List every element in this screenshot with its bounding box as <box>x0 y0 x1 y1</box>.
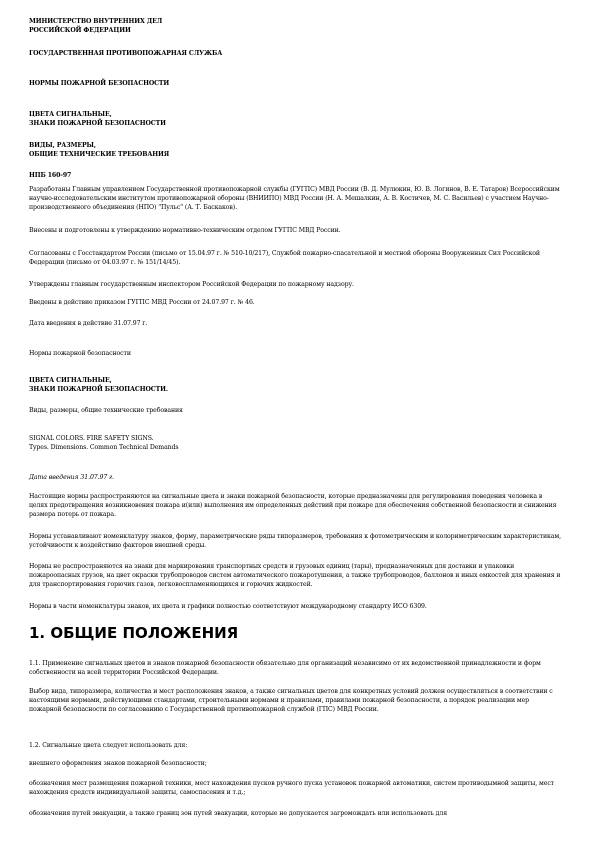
section-paragraph-choice: Выбор вида, типоразмера, количества и мест расположения знаков, а также сигнальных цветов для конкретных условий должен осуществляться в соответствии с настоящими нормами, действующими стандартами, строительными нормами и правилами, правилами пожарной безопасности, а порядок реализации мер пожарной безопасности по согласованию с Государственной противопожарной службой (ГПС) МВД России. <box>29 688 553 713</box>
subtitle-line-2: ОБЩИЕ ТЕХНИЧЕСКИЕ ТРЕБОВАНИЯ <box>29 151 170 158</box>
intro-paragraph-1: Настоящие нормы распространяются на сигнальные цвета и знаки пожарной безопасности, которые предназначены для регулирования поведения человека в целях предотвращения возникновения пожара и(или) выполнения им определенных действий при пожаре для обеспечения собственной безопасности и снижения размера потерь от пожара. <box>29 493 557 518</box>
developed-by-paragraph: Разработаны Главным управлением Государственной противопожарной службы (ГУГПС) МВД России (В. Д. Мулюкин, Ю. В. Логинов, В. Е. Татаров) Всероссийским научно-исследовательским институтом противопожарной обороны (ВНИИПО) МВД России (Н. А. Мешалкин, А. В. Костичев, М. С. Васильев) с участием Научно-производственного объединения (НПО) "Пульс" (А. Т. Баскаков). <box>29 186 560 211</box>
intro-paragraph-3: Нормы не распространяются на знаки для маркирования транспортных средств и грузовых единиц (тары), предназначенных для доставки и упаковки пожароопасных грузов, на цвет окраски трубопроводов систем автоматического пожаротушения, а также трубопроводов, баллонов и иных емкостей для хранения и для транспортирования горючих газов, легковоспламеняющихся и горючих жидкостей. <box>29 563 561 588</box>
section-paragraph-1-2: 1.2. Сигнальные цвета следует использовать для: <box>29 742 188 749</box>
approved-by-paragraph: Утверждены главным государственным инспектором Российской Федерации по пожарному надзору. <box>29 281 354 288</box>
block-title-line-1: ЦВЕТА СИГНАЛЬНЫЕ, <box>29 377 112 384</box>
subtitle-line-1: ВИДЫ, РАЗМЕРЫ, <box>29 142 96 149</box>
effective-date: Дата введения в действие 31.07.97 г. <box>29 320 148 327</box>
block-subtitle: Виды, размеры, общие технические требования <box>29 407 183 414</box>
intro-date: Дата введения 31.07.97 г. <box>29 474 114 481</box>
service-name: ГОСУДАРСТВЕННАЯ ПРОТИВОПОЖАРНАЯ СЛУЖБА <box>29 50 223 57</box>
title-line-1: ЦВЕТА СИГНАЛЬНЫЕ, <box>29 111 112 118</box>
title-line-2: ЗНАКИ ПОЖАРНОЙ БЕЗОПАСНОСТИ <box>29 120 166 127</box>
english-subtitle: Types. Dimensions. Common Technical Demands <box>29 444 179 451</box>
section-heading: 1. ОБЩИЕ ПОЛОЖЕНИЯ <box>29 624 239 642</box>
ministry-line-1: МИНИСТЕРСТВО ВНУТРЕННИХ ДЕЛ <box>29 18 163 25</box>
agreed-with-paragraph: Согласованы с Госстандартом России (письмо от 15.04.97 г. № 510-10/217), Службой пожарно-спасательной и местной обороны Вооруженных Сил Российской Федерации (письмо от 04.03.97 г. № 151/14/45). <box>29 250 540 266</box>
document-code: НПБ 160-97 <box>29 172 72 179</box>
intro-paragraph-2: Нормы устанавливают номенклатуру знаков, форму, параметрические ряды типоразмеров, требования к фотометрическим и колориметрическим характеристикам, устойчивости к воздействию факторов внешней среды. <box>29 533 561 549</box>
enacted-by-paragraph: Введены в действие приказом ГУГПС МВД России от 24.07.97 г. № 46. <box>29 299 255 306</box>
ministry-line-2: РОССИЙСКОЙ ФЕДЕРАЦИИ <box>29 27 131 34</box>
english-title: SIGNAL COLORS. FIRE SAFETY SIGNS. <box>29 435 154 442</box>
list-item-signs: внешнего оформления знаков пожарной безопасности; <box>29 760 207 767</box>
block-title-line-2: ЗНАКИ ПОЖАРНОЙ БЕЗОПАСНОСТИ. <box>29 386 168 393</box>
list-item-equipment: обозначения мест размещения пожарной техники, мест нахождения пусков ручного пуска установок пожарной автоматики, систем противодымной защиты, мест нахождения средств индивидуальной защиты, самоспасения и т.д.; <box>29 780 555 796</box>
section-paragraph-1-1: 1.1. Применение сигнальных цветов и знаков пожарной безопасности обязательно для организаций независимо от их ведомственной принадлежности и форм собственности на всей территории Российской Федерации. <box>29 660 541 676</box>
norms-label: Нормы пожарной безопасности <box>29 350 131 357</box>
list-item-evacuation: обозначения путей эвакуации, а также границ зон путей эвакуации, которые не допускается загромождать или использовать для <box>29 810 448 817</box>
introduced-by-paragraph: Внесены и подготовлены к утверждению нормативно-техническим отделом ГУГПС МВД России. <box>29 227 341 234</box>
intro-paragraph-4: Нормы в части номенклатуры знаков, их цвета и графики полностью соответствуют международному стандарту ИСО 6309. <box>29 603 427 610</box>
norms-heading: НОРМЫ ПОЖАРНОЙ БЕЗОПАСНОСТИ <box>29 80 170 87</box>
